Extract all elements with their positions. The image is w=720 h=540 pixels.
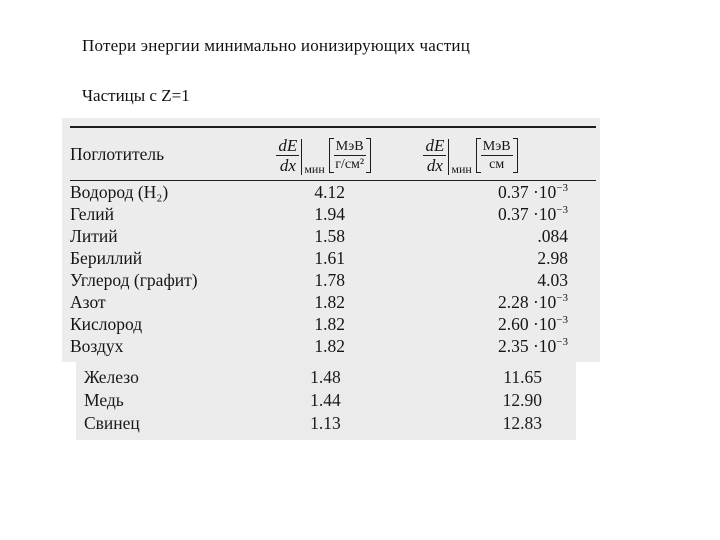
- table-row: Углерод (графит) 1.78 4.03: [70, 270, 568, 290]
- table-row: Воздух 1.82 $2.35 \cdot 10^{-3}$: [70, 336, 568, 356]
- slide-title: Потери энергии минимально ионизирующих частиц: [82, 36, 470, 55]
- slide-subtitle: Частицы с Z=1: [82, 86, 190, 105]
- scanned-table-upper: [62, 118, 600, 362]
- header-mass-loss: $\frac{dE}{dx}$ мин МэВ г/см²: [276, 127, 411, 181]
- unit-mass: МэВ г/см²: [329, 138, 371, 173]
- energy-loss-table-metals: [82, 366, 570, 435]
- dedx-fraction-2: $\frac{dE}{dx}$: [425, 135, 445, 175]
- scanned-table-lower: [76, 362, 576, 440]
- unit-linear: МэВ см: [476, 138, 518, 173]
- table-header-row: [70, 127, 596, 181]
- table-row: Азот 1.82 $2.28 \cdot 10^{-3}$: [70, 292, 568, 312]
- table-row: Свинец 1.13 12.83: [84, 413, 542, 433]
- table-row: Медь 1.44 12.90: [84, 390, 542, 410]
- table-row: Железо 1.48 11.65: [84, 367, 542, 387]
- header-linear-loss: $\frac{dE}{dx}$ мин МэВ см: [411, 127, 596, 181]
- table-row: Гелий 1.94 $0.37 \cdot 10^{-3}$: [70, 204, 568, 224]
- table-row: Литий 1.58 .084: [70, 226, 568, 246]
- table-row: Водород (H₂) 4.12 $0.37 \cdot 10^{-3}$: [70, 182, 568, 202]
- table-row: Бериллий 1.61 2.98: [70, 248, 568, 268]
- header-absorber: Поглотитель: [70, 127, 276, 181]
- table-row: Кислород 1.82 $2.60 \cdot 10^{-3}$: [70, 314, 568, 334]
- dedx-fraction-1: $\frac{dE}{dx}$: [278, 135, 298, 175]
- energy-loss-table: [70, 126, 596, 357]
